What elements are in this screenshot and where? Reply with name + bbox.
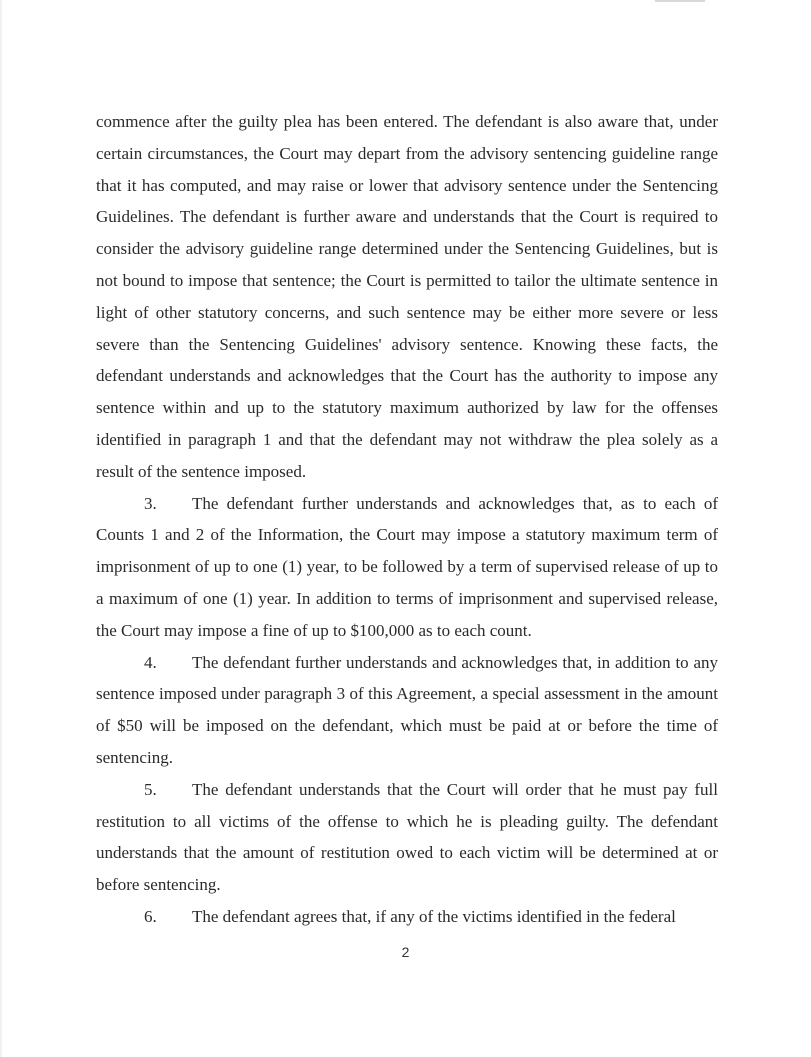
scan-mark xyxy=(655,0,705,2)
document-body xyxy=(96,106,718,933)
paragraph-text: The defendant further understands and acknowledges that, in addition to any sentence imposed under paragraph 3 of this Agreement, a special assessment in the amount of $50 will be imposed on the defendant, which must be paid at or before the time of sentencing. xyxy=(96,652,718,767)
scan-edge xyxy=(0,0,2,1057)
page-number: 2 xyxy=(401,944,410,960)
paragraph-4 xyxy=(96,647,718,774)
paragraph-number: 4. xyxy=(144,652,157,672)
paragraph-6 xyxy=(96,901,718,933)
paragraph-continued xyxy=(96,106,718,488)
paragraph-text: The defendant further understands and acknowledges that, as to each of Counts 1 and 2 of the Information, the Court may impose a statutory maximum term of imprisonment of up to one (1) year, to be followed by a term of supervised release of up to a maximum of one (1) year. In addition to terms of imprisonment and supervised release, the Court may impose a fine of up to $100,000 as to each count. xyxy=(96,493,718,640)
paragraph-text: The defendant understands that the Court will order that he must pay full restitution to all victims of the offense to which he is pleading guilty. The defendant understands that the amount of restitution owed to each victim will be determined at or before sentencing. xyxy=(96,779,718,895)
paragraph-number: 6. xyxy=(144,906,157,926)
paragraph-3 xyxy=(96,488,718,647)
paragraph-5 xyxy=(96,774,718,901)
paragraph-text: The defendant agrees that, if any of the victims identified in the federal xyxy=(192,906,676,926)
paragraph-number: 5. xyxy=(144,779,157,799)
paragraph-number: 3. xyxy=(144,493,157,513)
paragraph-text: commence after the guilty plea has been entered. The defendant is also aware that, under certain circumstances, the Court may depart from the advisory sentencing guideline range that it has computed, and may raise or lower that advisory sentence under the Sentencing Guidelines. The defendant is further aware and understands that the Court is required to consider the advisory guideline range determined under the Sentencing Guidelines, but is not bound to impose that sentence; the Court is permitted to tailor the ultimate sentence in light of other statutory concerns, and such sentence may be either more severe or less severe than the Sentencing Guidelines' advisory sentence. Knowing these facts, the defendant understands and acknowledges that the Court has the authority to impose any sentence within and up to the statutory maximum authorized by law for the offenses identified in paragraph 1 and that the defendant may not withdraw the plea solely as a result of the sentence imposed. xyxy=(96,112,718,481)
